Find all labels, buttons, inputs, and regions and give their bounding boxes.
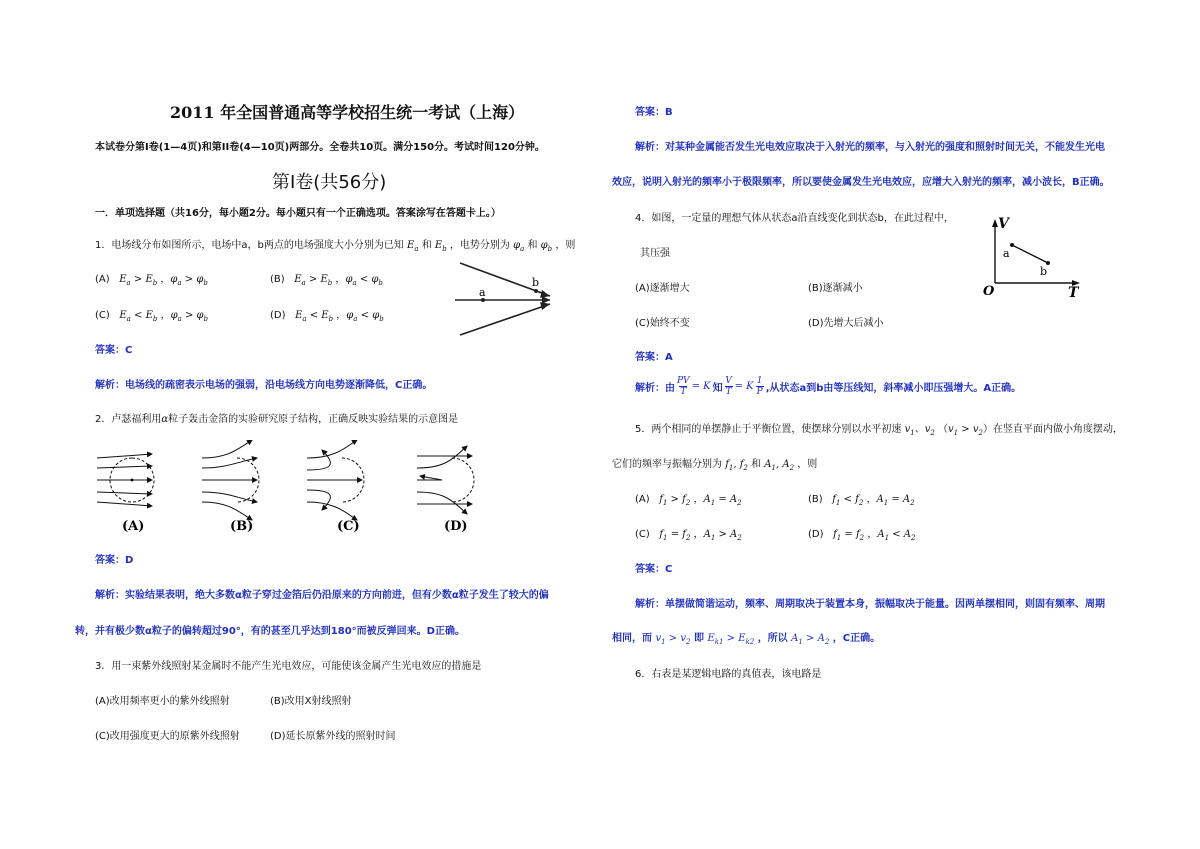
q3-option-a: (A)改用频率更小的紫外线照射 [95, 696, 230, 707]
q4-option-a: (A)逐渐增大 [635, 283, 690, 294]
q5-analysis-line2: 相同，而 $v_1 > v_2$ 即 $E_{k1} > E_{k2}$ ，所以 $A_1 > A_2$ ，C正确。 [612, 633, 881, 646]
q5-option-b: (B) $f_1 < f_2$ ，$A_1 = A_2$ [808, 494, 915, 507]
label-b: (B) [230, 519, 254, 534]
figure-d [417, 446, 474, 514]
q2-answer: 答案：D [95, 555, 134, 566]
axis-v-label: V [998, 216, 1009, 232]
q1-stem: 1．电场线分布如图所示，电场中a，b两点的电场强度大小分别为已知 $E_a$ 和 $E_b$ ，电势分别为 $\varphi_a$ 和 $\varphi_b$ ，则 [95, 240, 576, 253]
point-a-label: a [479, 286, 486, 299]
q1-option-c: (C) $E_a < E_b$ ，$\varphi_a > \varphi_b$ [95, 310, 208, 323]
origin-label: O [983, 284, 995, 299]
q5-analysis-line1: 解析：单摆做简谐运动，频率、周期取决于装置本身，振幅取决于能量。因两单摆相同，则固有频率、周期 [635, 599, 1105, 610]
q4-option-c: (C)始终不变 [635, 318, 690, 329]
q4-stem-line2: 其压强 [640, 248, 670, 259]
state-b-label: b [1040, 265, 1048, 278]
q3-option-c: (C)改用强度更大的原紫外线照射 [95, 731, 240, 742]
q4-answer: 答案：A [635, 352, 673, 363]
q4-stem: 4．如图，一定量的理想气体从状态a沿直线变化到状态b，在此过程中， [635, 213, 954, 224]
vt-graph [980, 215, 1085, 300]
q5-option-a: (A) $f_1 > f_2$ ，$A_1 = A_2$ [635, 494, 742, 507]
label-a: (A) [122, 519, 145, 534]
page-title: 2011 年全国普通高等学校招生统一考试（上海） [170, 103, 525, 122]
q1-analysis: 解析：电场线的疏密表示电场的强弱，沿电场线方向电势逐渐降低，C正确。 [95, 380, 433, 391]
exam-info: 本试卷分第I卷(1—4页)和第II卷(4—10页)两部分。全卷共10页。满分150分。考试时间120分钟。 [95, 142, 545, 153]
q3-option-b: (B)改用X射线照射 [270, 696, 352, 707]
axis-t-label: T [1068, 285, 1079, 300]
figure-a [97, 454, 154, 506]
q3-option-d: (D)延长原紫外线的照射时间 [270, 731, 396, 742]
q5-stem-line2: 它们的频率与振幅分别为 $f_1$, $f_2$ 和 $A_1$, $A_2$ ，则 [612, 459, 818, 472]
rutherford-figures [92, 440, 492, 535]
q4-option-d: (D)先增大后减小 [808, 318, 884, 329]
label-d: (D) [444, 519, 468, 534]
state-a-label: a [1003, 247, 1010, 260]
label-c: (C) [337, 519, 360, 534]
q1-answer: 答案：C [95, 345, 133, 356]
q1-option-d: (D) $E_a < E_b$ ，$\varphi_a < \varphi_b$ [270, 310, 384, 323]
q6-stem: 6．右表是某逻辑电路的真值表，该电路是 [635, 669, 822, 680]
electric-field-figure [450, 258, 560, 338]
q3-analysis-line1: 解析：对某种金属能否发生光电效应取决于入射光的频率，与入射光的强度和照射时间无关，不能发生光电 [635, 142, 1105, 153]
q4-analysis: 解析：由 $\frac{PV}{T}$ = K 知 $\frac{V}{T}$ = K 1 P ,从状态a到b由等压线知，斜率减小即压强增大。A正确。 [635, 376, 1022, 397]
q2-stem: 2．卢瑟福利用α粒子轰击金箔的实验研究原子结构，正确反映实验结果的示意图是 [95, 414, 459, 425]
q3-stem: 3．用一束紫外线照射某金属时不能产生光电效应，可能使该金属产生光电效应的措施是 [95, 661, 482, 672]
part-title: 第I卷(共56分) [272, 172, 387, 193]
q1-option-b: (B) $E_a > E_b$ ，$\varphi_a < \varphi_b$ [270, 274, 383, 287]
q4-option-b: (B)逐渐减小 [808, 283, 863, 294]
figure-c [307, 440, 364, 520]
q2-analysis-line2: 转，并有极少数α粒子的偏转超过90°，有的甚至几乎达到180°而被反弹回来。D正确。 [75, 626, 465, 637]
q1-option-a: (A) $E_a > E_b$ ，$\varphi_a > \varphi_b$ [95, 274, 208, 287]
q5-stem: 5．两个相同的单摆静止于平衡位置，使摆球分别以水平初速 $v_1$、$v_2$ $(v_1 > v_2)$在竖直平面内做小角度摆动， [635, 424, 1123, 437]
point-b-label: b [532, 276, 540, 289]
q5-option-d: (D) $f_1 = f_2$ ，$A_1 < A_2$ [808, 529, 916, 542]
figure-b [202, 440, 259, 520]
q3-answer: 答案：B [635, 107, 673, 118]
q3-analysis-line2: 效应，说明入射光的频率小于极限频率，所以要使金属发生光电效应，应增大入射光的频率，减小波长，B正确。 [612, 177, 1110, 188]
section-title: 一．单项选择题（共16分，每小题2分。每小题只有一个正确选项。答案涂写在答题卡上。） [95, 208, 501, 219]
q5-option-c: (C) $f_1 = f_2$ ，$A_1 > A_2$ [635, 529, 742, 542]
q2-analysis-line1: 解析：实验结果表明，绝大多数α粒子穿过金箔后仍沿原来的方向前进，但有少数α粒子发生了较大的偏 [95, 590, 549, 601]
q5-answer: 答案：C [635, 564, 673, 575]
